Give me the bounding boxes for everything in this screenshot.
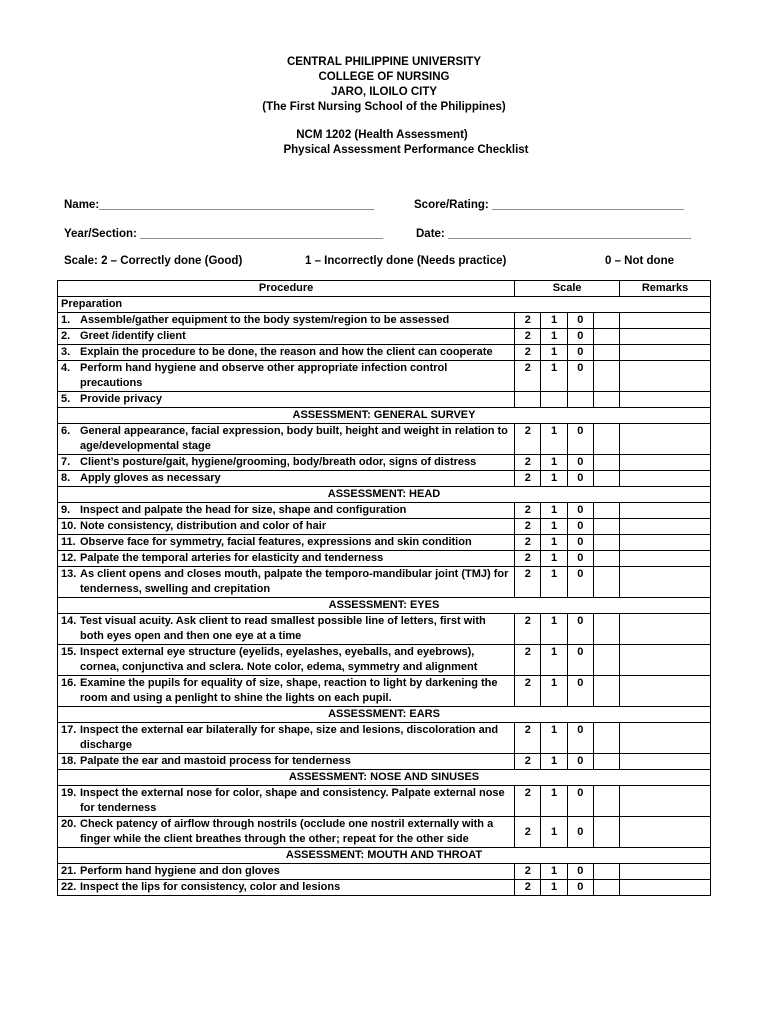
item-text: Inspect the lips for consistency, color and lesions [80, 881, 341, 893]
procedure-cell [58, 471, 515, 487]
blank-cell [593, 424, 619, 455]
scale-cell-1[interactable]: 1 [541, 754, 567, 770]
blank-cell [593, 786, 619, 817]
scale-cell-2[interactable]: 2 [515, 567, 541, 598]
tagline: (The First Nursing School of the Philippines) [262, 101, 506, 113]
scale-legend-not-done: 0 – Not done [605, 255, 675, 267]
table-row [58, 817, 711, 848]
scale-cell-1[interactable]: 1 [541, 723, 567, 754]
procedure-cell [58, 424, 515, 455]
remarks-cell[interactable] [620, 754, 711, 770]
section-row [58, 707, 711, 723]
remarks-cell[interactable] [620, 329, 711, 345]
remarks-cell[interactable] [620, 786, 711, 817]
procedure-cell [58, 551, 515, 567]
item-number: 4. [61, 362, 71, 374]
item-number: 8. [61, 472, 71, 484]
procedure-cell [58, 614, 515, 645]
scale-legend-practice: 1 – Incorrectly done (Needs practice) [305, 255, 507, 267]
scale-cell-0[interactable]: 0 [567, 455, 593, 471]
remarks-cell[interactable] [620, 551, 711, 567]
scale-cell-2[interactable]: 2 [515, 455, 541, 471]
procedure-cell [58, 361, 515, 392]
blank-cell [593, 864, 619, 880]
item-text: General appearance, facial expression, body built, height and weight in relation to age/developmental stage [80, 425, 508, 452]
item-number: 2. [61, 330, 71, 342]
scale-cell-0[interactable]: 0 [567, 535, 593, 551]
scale-cell-1[interactable]: 1 [541, 567, 567, 598]
blank-cell [593, 817, 619, 848]
scale-cell-2[interactable]: 2 [515, 880, 541, 896]
remarks-header: Remarks [620, 281, 711, 297]
remarks-cell[interactable] [620, 471, 711, 487]
item-text: Inspect and palpate the head for size, shape and configuration [80, 504, 407, 516]
college-name: COLLEGE OF NURSING [318, 71, 450, 83]
location: JARO, ILOILO CITY [330, 86, 438, 98]
scale-cell-0[interactable]: 0 [567, 361, 593, 392]
scale-cell-1[interactable]: 1 [541, 880, 567, 896]
remarks-cell[interactable] [620, 519, 711, 535]
blank-cell [593, 676, 619, 707]
table-row [58, 614, 711, 645]
item-number: 22. [61, 881, 77, 893]
table-row [58, 345, 711, 361]
section-label: ASSESSMENT: MOUTH AND THROAT [58, 848, 711, 864]
blank-cell [593, 471, 619, 487]
section-label: ASSESSMENT: EYES [58, 598, 711, 614]
blank-cell [593, 645, 619, 676]
remarks-cell[interactable] [620, 567, 711, 598]
scale-cell-0[interactable]: 0 [567, 645, 593, 676]
section-label: ASSESSMENT: GENERAL SURVEY [58, 408, 711, 424]
item-text: Explain the procedure to be done, the reason and how the client can cooperate [80, 346, 493, 358]
scale-cell-2[interactable]: 2 [515, 503, 541, 519]
scale-cell-2[interactable]: 2 [515, 345, 541, 361]
table-header-row [58, 281, 711, 297]
procedure-cell [58, 880, 515, 896]
section-row [58, 487, 711, 503]
item-text: Greet /identify client [80, 330, 186, 342]
scale-cell-1[interactable]: 1 [541, 817, 567, 848]
item-number: 18. [61, 755, 77, 767]
item-text: Note consistency, distribution and color of hair [80, 520, 327, 532]
scale-cell-0[interactable]: 0 [567, 329, 593, 345]
remarks-cell[interactable] [620, 361, 711, 392]
scale-cell-1[interactable]: 1 [541, 614, 567, 645]
table-row [58, 329, 711, 345]
item-text: Provide privacy [80, 393, 162, 405]
section-label: ASSESSMENT: EARS [58, 707, 711, 723]
scale-cell-2[interactable]: 2 [515, 817, 541, 848]
item-text: Palpate the ear and mastoid process for tenderness [80, 755, 351, 767]
scale-cell-0[interactable]: 0 [567, 786, 593, 817]
table-row [58, 645, 711, 676]
table-row [58, 503, 711, 519]
item-text: Client’s posture/gait, hygiene/grooming, body/breath odor, signs of distress [80, 456, 477, 468]
blank-cell [593, 361, 619, 392]
blank-cell [593, 880, 619, 896]
table-row [58, 676, 711, 707]
table-row [58, 424, 711, 455]
procedure-cell [58, 329, 515, 345]
blank-cell [593, 455, 619, 471]
procedure-header: Procedure [58, 281, 515, 297]
remarks-cell[interactable] [620, 723, 711, 754]
scale-cell-2[interactable]: 2 [515, 551, 541, 567]
blank-cell [593, 392, 619, 408]
scale-cell-0[interactable]: 0 [567, 614, 593, 645]
scale-cell-2[interactable]: 2 [515, 329, 541, 345]
score-field[interactable]: Score/Rating: ______________________________ [414, 199, 684, 211]
scale-cell-1[interactable]: 1 [541, 329, 567, 345]
item-number: 12. [61, 552, 77, 564]
item-number: 15. [61, 646, 77, 658]
scale-cell-1[interactable]: 1 [541, 361, 567, 392]
document-header [0, 55, 768, 115]
procedure-cell [58, 817, 515, 848]
table-row [58, 567, 711, 598]
item-number: 21. [61, 865, 77, 877]
scale-cell-2[interactable] [515, 392, 541, 408]
scale-cell-0[interactable]: 0 [567, 551, 593, 567]
blank-cell [593, 614, 619, 645]
item-number: 20. [61, 818, 77, 830]
procedure-cell [58, 676, 515, 707]
scale-cell-2[interactable]: 2 [515, 645, 541, 676]
procedure-cell [58, 786, 515, 817]
scale-cell-0[interactable]: 0 [567, 345, 593, 361]
item-number: 7. [61, 456, 71, 468]
table-row [58, 723, 711, 754]
section-label: ASSESSMENT: HEAD [58, 487, 711, 503]
table-row [58, 880, 711, 896]
section-row [58, 770, 711, 786]
procedure-cell [58, 313, 515, 329]
item-number: 14. [61, 615, 77, 627]
item-text: As client opens and closes mouth, palpate the temporo-mandibular joint (TMJ) for tenderness, swelling and crepitation [80, 568, 509, 595]
procedure-cell [58, 754, 515, 770]
procedure-cell [58, 519, 515, 535]
table-row [58, 519, 711, 535]
section-row [58, 598, 711, 614]
procedure-cell [58, 567, 515, 598]
procedure-cell [58, 455, 515, 471]
scale-cell-0[interactable]: 0 [567, 424, 593, 455]
scale-cell-1[interactable]: 1 [541, 864, 567, 880]
remarks-cell[interactable] [620, 864, 711, 880]
item-text: Perform hand hygiene and observe other appropriate infection control precautions [80, 362, 448, 389]
scale-cell-1[interactable]: 1 [541, 313, 567, 329]
blank-cell [593, 535, 619, 551]
scale-cell-2[interactable]: 2 [515, 786, 541, 817]
scale-cell-2[interactable]: 2 [515, 471, 541, 487]
item-number: 5. [61, 393, 71, 405]
scale-cell-2[interactable]: 2 [515, 519, 541, 535]
item-text: Check patency of airflow through nostrils (occlude one nostril externally with a finger while the client breathes through the other; repeat for the other side [80, 818, 494, 845]
procedure-cell [58, 345, 515, 361]
blank-cell [593, 503, 619, 519]
item-number: 19. [61, 787, 77, 799]
remarks-cell[interactable] [620, 503, 711, 519]
scale-cell-0[interactable]: 0 [567, 567, 593, 598]
scale-cell-2[interactable]: 2 [515, 424, 541, 455]
section-row [58, 408, 711, 424]
remarks-cell[interactable] [620, 880, 711, 896]
scale-cell-0[interactable]: 0 [567, 864, 593, 880]
scale-cell-0[interactable]: 0 [567, 754, 593, 770]
scale-cell-2[interactable]: 2 [515, 313, 541, 329]
table-row [58, 535, 711, 551]
blank-cell [593, 345, 619, 361]
item-text: Inspect the external nose for color, shape and consistency. Palpate external nose for tenderness [80, 787, 505, 814]
item-number: 17. [61, 724, 77, 736]
item-text: Assemble/gather equipment to the body system/region to be assessed [80, 314, 450, 326]
item-number: 6. [61, 425, 71, 437]
scale-cell-0[interactable]: 0 [567, 519, 593, 535]
scale-cell-0[interactable] [567, 392, 593, 408]
item-text: Test visual acuity. Ask client to read smallest possible line of letters, first with both eyes open and then one eye at a time [80, 615, 486, 642]
blank-cell [593, 754, 619, 770]
scale-cell-2[interactable]: 2 [515, 754, 541, 770]
item-number: 3. [61, 346, 71, 358]
scale-cell-1[interactable]: 1 [541, 455, 567, 471]
table-row [58, 361, 711, 392]
scale-cell-2[interactable]: 2 [515, 723, 541, 754]
remarks-cell[interactable] [620, 455, 711, 471]
section-label: Preparation [58, 297, 711, 313]
blank-cell [593, 329, 619, 345]
item-number: 16. [61, 677, 77, 689]
procedure-cell [58, 723, 515, 754]
table-row [58, 864, 711, 880]
item-number: 13. [61, 568, 77, 580]
scale-cell-1[interactable]: 1 [541, 471, 567, 487]
scale-cell-2[interactable]: 2 [515, 614, 541, 645]
scale-cell-0[interactable]: 0 [567, 676, 593, 707]
procedure-cell [58, 503, 515, 519]
table-row [58, 786, 711, 817]
item-text: Palpate the temporal arteries for elasticity and tenderness [80, 552, 384, 564]
blank-cell [593, 519, 619, 535]
scale-cell-0[interactable]: 0 [567, 880, 593, 896]
year-section-field[interactable]: Year/Section: ______________________________________ [64, 228, 384, 240]
table-row [58, 471, 711, 487]
scale-cell-0[interactable]: 0 [567, 313, 593, 329]
section-label: ASSESSMENT: NOSE AND SINUSES [58, 770, 711, 786]
table-row [58, 754, 711, 770]
name-field[interactable]: Name:___________________________________________ [64, 199, 375, 211]
remarks-cell[interactable] [620, 535, 711, 551]
scale-legend-good: Scale: 2 – Correctly done (Good) [64, 255, 243, 267]
university-name: CENTRAL PHILIPPINE UNIVERSITY [286, 56, 482, 68]
scale-cell-1[interactable]: 1 [541, 786, 567, 817]
remarks-cell[interactable] [620, 313, 711, 329]
scale-cell-1[interactable]: 1 [541, 345, 567, 361]
table-row [58, 551, 711, 567]
scale-cell-2[interactable]: 2 [515, 864, 541, 880]
blank-cell [593, 723, 619, 754]
scale-cell-0[interactable]: 0 [567, 503, 593, 519]
scale-cell-1[interactable]: 1 [541, 535, 567, 551]
remarks-cell[interactable] [620, 345, 711, 361]
item-text: Observe face for symmetry, facial features, expressions and skin condition [80, 536, 472, 548]
item-text: Inspect external eye structure (eyelids, eyelashes, eyeballs, and eyebrows), cornea, conjunctiva and sclera. Note color, edema, symmetry and alignment [80, 646, 478, 673]
remarks-cell[interactable] [620, 614, 711, 645]
item-text: Examine the pupils for equality of size, shape, reaction to light by darkening the room and using a penlight to shine the lights on each pupil. [80, 677, 498, 704]
remarks-cell[interactable] [620, 676, 711, 707]
scale-header: Scale [515, 281, 620, 297]
scale-cell-1[interactable]: 1 [541, 551, 567, 567]
remarks-cell[interactable] [620, 424, 711, 455]
scale-cell-2[interactable]: 2 [515, 676, 541, 707]
item-text: Inspect the external ear bilaterally for shape, size and lesions, discoloration and discharge [80, 724, 499, 751]
procedure-cell [58, 392, 515, 408]
scale-cell-0[interactable]: 0 [567, 471, 593, 487]
table-row [58, 313, 711, 329]
item-number: 9. [61, 504, 71, 516]
section-row [58, 297, 711, 313]
item-text: Perform hand hygiene and don gloves [80, 865, 280, 877]
scale-cell-1[interactable]: 1 [541, 424, 567, 455]
remarks-cell[interactable] [620, 645, 711, 676]
scale-cell-1[interactable]: 1 [541, 503, 567, 519]
checklist-table [57, 280, 711, 896]
scale-cell-1[interactable]: 1 [541, 519, 567, 535]
item-number: 10. [61, 520, 77, 532]
scale-cell-2[interactable]: 2 [515, 361, 541, 392]
item-number: 11. [61, 536, 76, 548]
blank-cell [593, 313, 619, 329]
scale-cell-1[interactable] [541, 392, 567, 408]
table-row [58, 392, 711, 408]
scale-cell-0[interactable]: 0 [567, 723, 593, 754]
remarks-cell[interactable] [620, 392, 711, 408]
blank-cell [593, 551, 619, 567]
section-row [58, 848, 711, 864]
blank-cell [593, 567, 619, 598]
item-text: Apply gloves as necessary [80, 472, 221, 484]
checklist-title: Physical Assessment Performance Checklist [283, 144, 529, 156]
table-row [58, 455, 711, 471]
scale-cell-1[interactable]: 1 [541, 645, 567, 676]
remarks-cell[interactable] [620, 817, 711, 848]
course-title: NCM 1202 (Health Assessment) [296, 129, 468, 141]
procedure-cell [58, 535, 515, 551]
date-field[interactable]: Date: ______________________________________ [416, 228, 691, 240]
item-number: 1. [61, 314, 71, 326]
scale-cell-0[interactable]: 0 [567, 817, 593, 848]
scale-cell-2[interactable]: 2 [515, 535, 541, 551]
procedure-cell [58, 645, 515, 676]
procedure-cell [58, 864, 515, 880]
scale-cell-1[interactable]: 1 [541, 676, 567, 707]
checklist-body [58, 297, 711, 896]
